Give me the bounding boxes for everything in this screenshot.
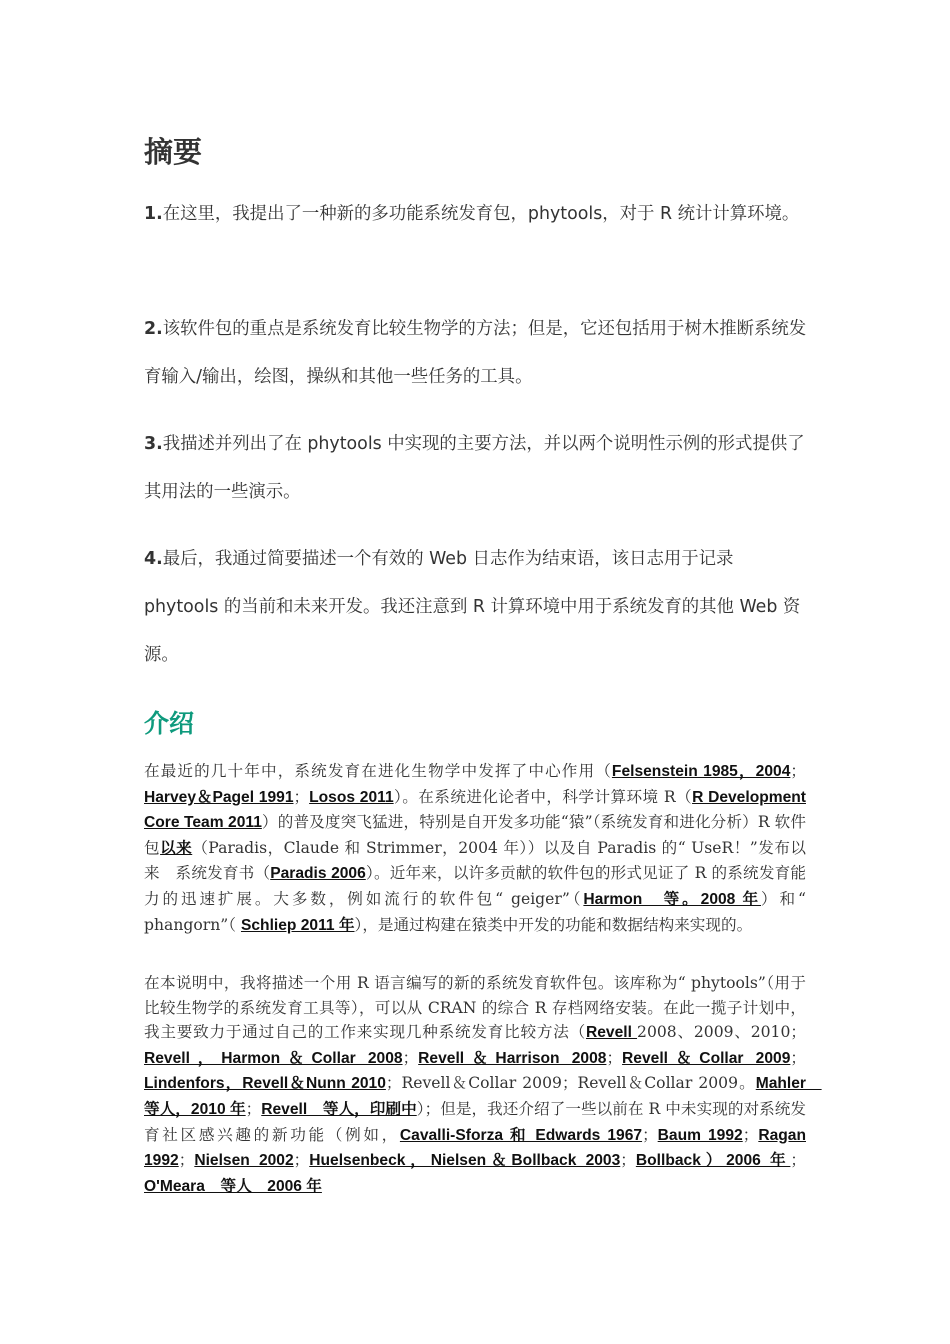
abstract-item-number: 2. — [144, 319, 163, 339]
citation-link[interactable]: Lindenfors，Revell＆Nunn 2010 — [144, 1075, 386, 1093]
paragraph-text: ； — [790, 1151, 806, 1170]
citation-link[interactable]: Harvey＆Pagel 1991 — [144, 788, 294, 806]
paragraph-text: ）；但是，我还介绍了一些以前在 R 中未实现的对系统发育社区感兴趣的新功能（例如， — [144, 1099, 807, 1144]
citation-link[interactable]: Harmon 等。2008 年 — [583, 890, 762, 908]
paragraph-text: ； — [402, 1048, 419, 1067]
abstract-item-text: 该软件包的重点是系统发育比较生物学的方法；但是，它还包括用于树木推断系统发育输入/输出，绘图，操纵和其他一些任务的工具。 — [144, 319, 807, 387]
abstract-item-1 — [144, 190, 810, 238]
abstract-item-4 — [144, 535, 810, 679]
citation-link[interactable]: Ragan 1992 — [144, 1126, 806, 1170]
abstract-item-number: 1. — [144, 204, 163, 224]
abstract-item-number: 3. — [144, 434, 163, 454]
paragraph-text: （Paradis，Claude 和 Strimmer，2004 年））以及自 Paradis 的“ UseR！”发布以来 系统发育书（ — [144, 838, 806, 883]
intro-paragraph-2 — [144, 971, 822, 1199]
abstract-title: 摘要 — [144, 135, 203, 169]
paragraph-text: ； — [790, 762, 806, 780]
citation-link[interactable]: Revell＆Collar 2009 — [622, 1049, 791, 1067]
paragraph-text: ； — [293, 1151, 310, 1170]
paragraph-text: ； — [642, 1125, 658, 1144]
abstract-item-text: 我描述并列出了在 phytools 中实现的主要方法，并以两个说明性示例的形式提供了其用法的一些演示。 — [144, 434, 805, 502]
citation-link[interactable]: Baum 1992 — [657, 1126, 743, 1144]
abstract-item-2 — [144, 305, 810, 401]
paragraph-text: ； — [178, 1151, 195, 1170]
citation-link[interactable]: 以来 — [160, 839, 193, 857]
paragraph-text: ； — [245, 1099, 262, 1118]
intro-title: 介绍 — [144, 709, 195, 738]
abstract-item-number: 4. — [144, 549, 163, 569]
citation-link[interactable]: Cavalli-Sforza 和 Edwards 1967 — [399, 1126, 643, 1144]
paragraph-text: ； — [742, 1125, 759, 1144]
paragraph-text: ）和“ phangorn”（ — [144, 889, 806, 934]
citation-link[interactable]: Schliep 2011 年 — [240, 916, 355, 934]
paragraph-text: ； — [606, 1048, 623, 1067]
abstract-item-3 — [144, 420, 810, 516]
paragraph-text: ； — [790, 1048, 806, 1067]
paragraph-text: ； — [293, 787, 310, 806]
citation-link[interactable]: Losos 2011 — [309, 788, 394, 806]
paragraph-text: ）。在系统进化论者中，科学计算环境 R（ — [393, 787, 693, 806]
citation-link[interactable]: Revell 等人，印刷中 — [261, 1100, 417, 1118]
citation-link[interactable]: Nielsen 2002 — [194, 1152, 294, 1170]
citation-link[interactable]: Revell — [585, 1024, 638, 1042]
paragraph-text: ；Revell＆Collar 2009；Revell＆Collar 2009。 — [385, 1074, 756, 1093]
citation-link[interactable]: Revell，Harmon＆Collar 2008 — [144, 1049, 403, 1067]
abstract-item-text: 在这里，我提出了一种新的多功能系统发育包，phytools，对于 R 统计计算环境。 — [162, 204, 800, 224]
citation-link[interactable]: O'Meara 等人 2006 年 — [144, 1177, 322, 1195]
citation-link[interactable]: Paradis 2006 — [270, 865, 366, 883]
citation-link[interactable]: R Development Core Team 2011 — [144, 788, 806, 832]
citation-link[interactable]: Felsenstein 1985，2004 — [611, 763, 791, 780]
paragraph-text: 2008、2009、2010； — [637, 1023, 806, 1042]
paragraph-text: ）的普及度突飞猛进，特别是自开发多功能“猿”（系统发育和进化分析）R 软件包 — [144, 813, 807, 857]
intro-paragraph-1 — [144, 759, 806, 938]
abstract-item-text: 最后，我通过简要描述一个有效的 Web 日志作为结束语，该日志用于记录 phytools 的当前和未来开发。我还注意到 R 计算环境中用于系统发育的其他 Web 资源。 — [144, 549, 801, 665]
citation-link[interactable]: Revell＆Harrison 2008 — [418, 1049, 607, 1067]
paragraph-text: ）。近年来，以许多贡献的软件包的形式见证了 R 的系统发育能力的迅速扩展。大多数，例如流行的软件包“ geiger”（ — [144, 864, 806, 908]
paragraph-text: ），是通过构建在猿类中开发的功能和数据结构来实现的。 — [354, 915, 753, 934]
citation-link[interactable]: Huelsenbeck，Nielsen＆Bollback 2003 — [309, 1152, 621, 1170]
paragraph-text: ； — [620, 1151, 636, 1170]
paragraph-text: 在最近的几十年中，系统发育在进化生物学中发挥了中心作用（ — [144, 762, 612, 780]
citation-link[interactable]: Bollback）2006 年 — [635, 1152, 791, 1170]
paragraph-text: 在本说明中，我将描述一个用 R 语言编写的新的系统发育软件包。该库称为“ phytools”（用于比较生物学的系统发育工具等），可以从 CRAN 的综合 R 存档网络安装。在此一揽子计划中，我主要致力于通过自己的工作来实现几种系统发育比较方法（ — [144, 974, 806, 1042]
citation-link[interactable]: Mahler 等人，2010 年 — [144, 1075, 822, 1118]
